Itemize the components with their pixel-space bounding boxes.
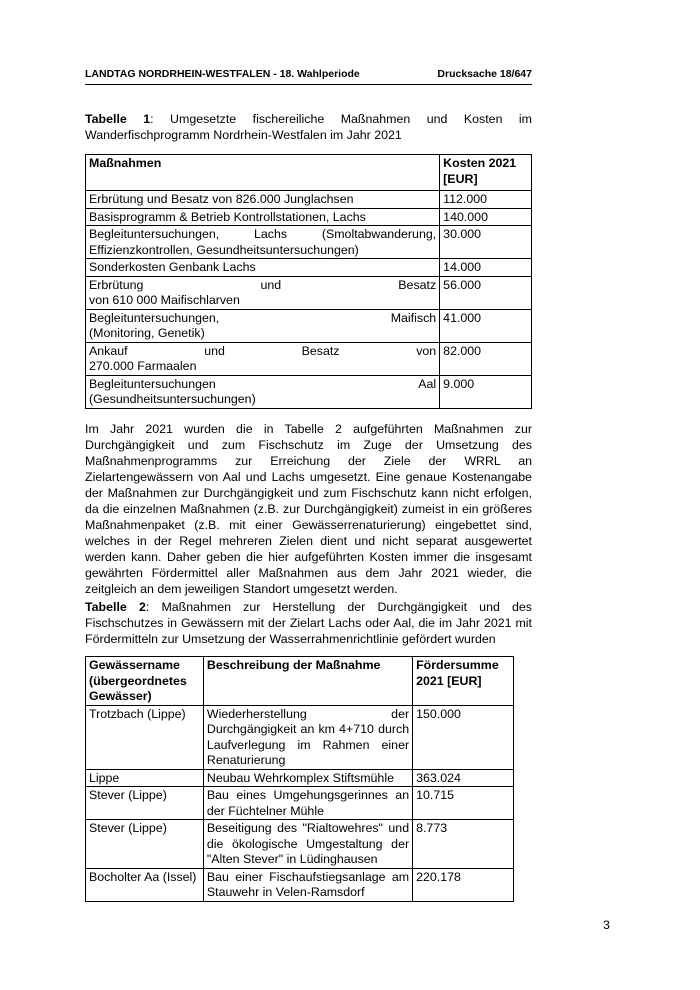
table2-funding-cell: 220.178 (413, 868, 514, 901)
table1-cost-cell: 14.000 (440, 259, 532, 277)
table1-measure-cell (86, 309, 440, 342)
table1-row (86, 259, 532, 277)
table2-funding-cell: 363.024 (413, 769, 514, 787)
table2-header-water: Gewässername (übergeordnetes Gewässer) (86, 657, 204, 706)
table1-cost-cell: 112.000 (440, 191, 532, 209)
table2-description-cell: Bau eines Umgehungsgerinnes an der Füchtelner Mühle (203, 787, 412, 820)
table1-header-row (86, 155, 532, 191)
table1-measure-line1: Begleituntersuchungen, Maifisch (89, 310, 437, 325)
table1-measure-cell (86, 276, 440, 309)
table2-water-cell: Bocholter Aa (Issel) (86, 868, 204, 901)
table1-measure-line1: Ankauf und Besatz von (89, 343, 437, 358)
table1-measure-line1: Basisprogramm & Betrieb Kontrollstationen, Lachs (89, 209, 366, 224)
table2-header-row (86, 657, 514, 706)
table1-cost-cell: 82.000 (440, 342, 532, 375)
table2-header-funding: Fördersumme 2021 [EUR] (413, 657, 514, 706)
table1-row (86, 276, 532, 309)
table1-measure-cell (86, 342, 440, 375)
table1-row (86, 309, 532, 342)
table1-cost-cell: 30.000 (440, 226, 532, 259)
table1-caption-text: : Umgesetzte fischereiliche Maßnahmen und Kosten im Wanderfischprogramm Nordrhein-Westfalen im Jahr 2021 (85, 112, 532, 142)
table2-water-cell: Stever (Lippe) (86, 787, 204, 820)
table2-water-cell: Stever (Lippe) (86, 820, 204, 869)
table1-measure-cell (86, 259, 440, 277)
table1-measure-line2: 270.000 Farmaalen (89, 359, 197, 373)
table1-measure-line2: (Gesundheitsuntersuchungen) (89, 392, 256, 406)
table1-label: Tabelle 1 (85, 112, 151, 126)
table1-measure-line2: (Monitoring, Genetik) (89, 326, 205, 340)
table1-caption (85, 111, 532, 143)
table1-cost-cell: 9.000 (440, 375, 532, 408)
header-right: Drucksache 18/647 (437, 68, 532, 80)
table2-description-cell: Neubau Wehrkomplex Stiftsmühle (203, 769, 412, 787)
table2-water-cell: Lippe (86, 769, 204, 787)
table2-description-cell: Bau einer Fischaufstiegsanlage am Stauwehr in Velen-Ramsdorf (203, 868, 412, 901)
table2-funding-cell: 8.773 (413, 820, 514, 869)
table1-measure-line1: Erbrütung und Besatz (89, 277, 437, 292)
table2-row (86, 868, 514, 901)
page-number: 3 (603, 918, 610, 932)
table2-water-cell: Trotzbach (Lippe) (86, 705, 204, 769)
table1-row (86, 342, 532, 375)
table1-measure-line1: Erbrütung und Besatz von 826.000 Junglachsen (89, 192, 354, 206)
table2-description-cell: Beseitigung des "Rialtowehres" und die ökologische Umgestaltung der "Alten Stever" in Lüdinghausen (203, 820, 412, 869)
table2-row (86, 787, 514, 820)
table1-measure-line1: Begleituntersuchungen, Lachs (Smoltabwanderung, (89, 227, 437, 241)
table1-cost-cell: 140.000 (440, 208, 532, 226)
body-paragraph: Im Jahr 2021 wurden die in Tabelle 2 aufgeführten Maßnahmen zur Durchgängigkeit und zum Fischschutz im Zuge der Umsetzung des Maßnahmenprogramms zur Erreichung der Ziele der WRRL an Zielartengewässern von Aal und Lachs umgesetzt. Eine genaue Kostenangabe der Maßnahmen zur Durchgängigkeit und zum Fischschutz kann nicht erfolgen, da die einzelnen Maßnahmen (z.B. zur Durchgängigkeit) zumeist in ein größeres Maßnahmenpaket (z.B. mit einer Gewässerrenaturierung) eingebettet sind, welches in der Regel mehreren Zielen dient und nicht separat ausgewertet werden kann. Daher geben die hier aufgeführten Kosten immer die insgesamt gewährten Fördermittel aller Maßnahmen aus dem Jahr 2021 wieder, die zeitgleich an dem jeweiligen Standort umgesetzt werden. (85, 422, 532, 597)
table2-caption-text: : Maßnahmen zur Herstellung der Durchgängigkeit und des Fischschutzes in Gewässern mit der Zielart Lachs oder Aal, die im Jahr 2021 mit Fördermitteln zur Umsetzung der Wasserrahmenrichtlinie gefördert wurden (85, 600, 533, 646)
table1-measure-cell (86, 191, 440, 209)
table1-cost-cell: 56.000 (440, 276, 532, 309)
table2-header-description: Beschreibung der Maßnahme (203, 657, 412, 706)
table2-funding-cell: 150.000 (413, 705, 514, 769)
table2-description-cell: Wiederherstellung der Durchgängigkeit an km 4+710 durch Laufverlegung im Rahmen einer Renaturierung (203, 705, 412, 769)
table1-measure-cell (86, 226, 440, 259)
table1-measure-line2: Effizienzkontrollen, Gesundheitsuntersuchungen) (89, 242, 359, 257)
table1-measure-cell (86, 208, 440, 226)
table1-measure-line1: Begleituntersuchungen Aal (89, 376, 437, 391)
table2 (85, 656, 514, 902)
table2-funding-cell: 10.715 (413, 787, 514, 820)
table1-row (86, 191, 532, 209)
table2-caption (85, 599, 532, 647)
page-header (85, 68, 532, 80)
table2-row (86, 820, 514, 869)
table1-measure-line2: von 610 000 Maifischlarven (89, 293, 240, 307)
table1-row (86, 208, 532, 226)
table1-row (86, 226, 532, 259)
table1-measure-cell (86, 375, 440, 408)
table2-row (86, 705, 514, 769)
table1-header-measures: Maßnahmen (86, 155, 440, 191)
table1-measure-line1: Sonderkosten Genbank Lachs (89, 260, 256, 274)
table1-cost-cell: 41.000 (440, 309, 532, 342)
table1-header-cost: Kosten 2021 [EUR] (440, 155, 532, 191)
table1-row (86, 375, 532, 408)
header-left: LANDTAG NORDRHEIN-WESTFALEN - 18. Wahlperiode (85, 68, 360, 80)
header-rule (85, 84, 532, 85)
table1 (85, 154, 532, 409)
table2-label: Tabelle 2 (85, 600, 146, 614)
table2-row (86, 769, 514, 787)
